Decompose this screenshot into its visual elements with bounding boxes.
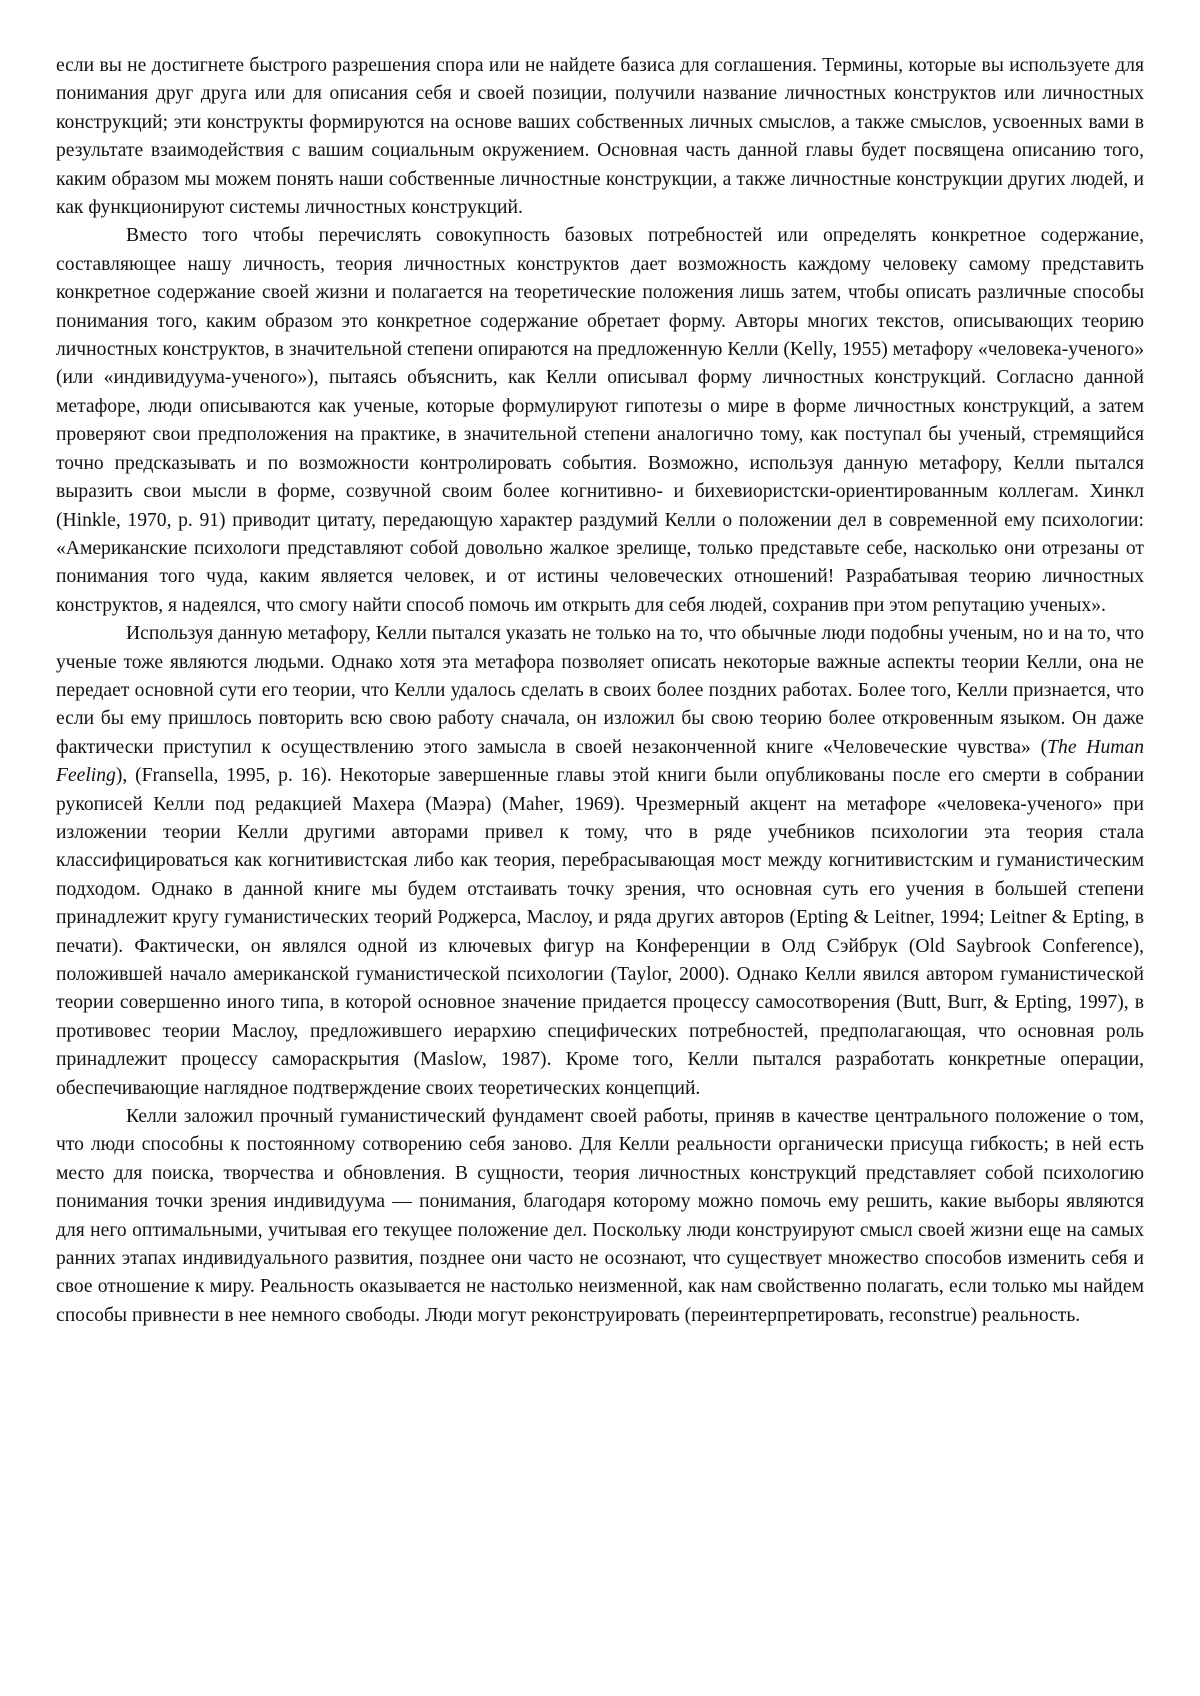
paragraph-3-text-after: ), (Fransella, 1995, p. 16). Некоторые завершенные главы этой книги были опубликованы после его смерти в собрании рукописей Келли под редакцией Махера (Маэра) (Maher, 1969). Чрезмерный акцент на метафоре «человека-ученого» при изложении теории Келли другими авторами привел к тому, что в ряде учебников психологии эта теория стала классифицироваться как когнитивистская либо как теория, перебрасывающая мост между когнитивистским и гуманистическим подходом. Однако в данной книге мы будем отстаивать точку зрения, что основная суть его учения в большей степени принадлежит кругу гуманистических теорий Роджерса, Маслоу, и ряда других авторов (Epting & Leitner, 1994; Leitner & Epting, в печати). Фактически, он являлся одной из ключевых фигур на Конференции в Олд Сэйбрук (Old Saybrook Conference), положившей начало американской гуманистической психологии (Taylor, 2000). Однако Келли явился автором гуманистической теории совершенно иного типа, в которой основное значение придается процессу самосотворения (Butt, Burr, & Epting, 1997), в противовес теории Маслоу, предложившего иерархию специфических потребностей, предполагающая, что основная роль принадлежит процессу самораскрытия (Maslow, 1987). Кроме того, Келли пытался разработать конкретные операции, обеспечивающие наглядное подтверждение своих теоретических концепций. [56,765,1144,1099]
paragraph-4: Келли заложил прочный гуманистический фундамент своей работы, приняв в качестве центрального положение о том, что люди способны к постоянному сотворению себя заново. Для Келли реальности органически присуща гибкость; в ней есть место для поиска, творчества и обновления. В сущности, теория личностных конструкций представляет собой психологию понимания точки зрения индивидуума — понимания, благодаря которому можно помочь ему решить, какие выборы являются для него оптимальными, учитывая его текущее положение дел. Поскольку люди конструируют смысл своей жизни еще на самых ранних этапах индивидуального развития, позднее они часто не осознают, что существует множество способов изменить себя и свое отношение к миру. Реальность оказывается не настолько неизменной, как нам свойственно полагать, если только мы найдем способы привнести в нее немного свободы. Люди могут реконструировать (переинтерпретировать, reconstrue) реальность. [56,1106,1144,1326]
paragraph-3 [56,620,1144,1103]
document-page [56,52,1144,1330]
paragraph-3-text-before: Используя данную метафору, Келли пытался указать не только на то, что обычные люди подобны ученым, но и на то, что ученые тоже являются людьми. Однако хотя эта метафора позволяет описать некоторые важные аспекты теории Келли, она не передает основной сути его теории, что Келли удалось сделать в своих более поздних работах. Более того, Келли признается, что если бы ему пришлось повторить всю свою работу сначала, он изложил бы свою теорию более откровенным языком. Он даже фактически приступил к осуществлению этого замысла в своей незаконченной книге «Человеческие чувства» ( [56,623,1144,758]
book-title-italic: The Human Feeling [56,736,1145,787]
paragraph-2: Вместо того чтобы перечислять совокупность базовых потребностей или определять конкретное содержание, составляющее нашу личность, теория личностных конструктов дает возможность каждому человеку самому представить конкретное содержание своей жизни и полагается на теоретические положения лишь затем, чтобы описать различные способы понимания того, каким образом это конкретное содержание обретает форму. Авторы многих текстов, описывающих теорию личностных конструктов, в значительной степени опираются на предложенную Келли (Kelly, 1955) метафору «человека-ученого» (или «индивидуума-ученого»), пытаясь объяснить, как Келли описывал форму личностных конструкций. Согласно данной метафоре, люди описываются как ученые, которые формулируют гипотезы о мире в форме личностных конструкций, а затем проверяют свои предположения на практике, в значительной степени аналогично тому, как поступал бы ученый, стремящийся точно предсказывать и по возможности контролировать события. Возможно, используя данную метафору, Келли пытался выразить свои мысли в форме, созвучной своим более когнитивно- и бихевиористски-ориентированным коллегам. Хинкл (Hinkle, 1970, p. 91) приводит цитату, передающую характер раздумий Келли о положении дел в современной ему психологии: «Американские психологи представляют собой довольно жалкое зрелище, только представьте себе, насколько они отрезаны от понимания того чуда, каким является человек, и от истины человеческих отношений! Разрабатывая теорию личностных конструктов, я надеялся, что смогу найти способ помочь им открыть для себя людей, сохранив при этом репутацию ученых». [56,225,1144,616]
paragraph-1: если вы не достигнете быстрого разрешения спора или не найдете базиса для соглашения. Термины, которые вы используете для понимания друг друга или для описания себя и своей позиции, получили название личностных конструктов или личностных конструкций; эти конструкты формируются на основе ваших собственных личных смыслов, а также смыслов, усвоенных вами в результате взаимодействия с вашим социальным окружением. Основная часть данной главы будет посвящена описанию того, каким образом мы можем понять наши собственные личностные конструкции, а также личностные конструкции других людей, и как функционируют системы личностных конструкций. [56,55,1144,219]
